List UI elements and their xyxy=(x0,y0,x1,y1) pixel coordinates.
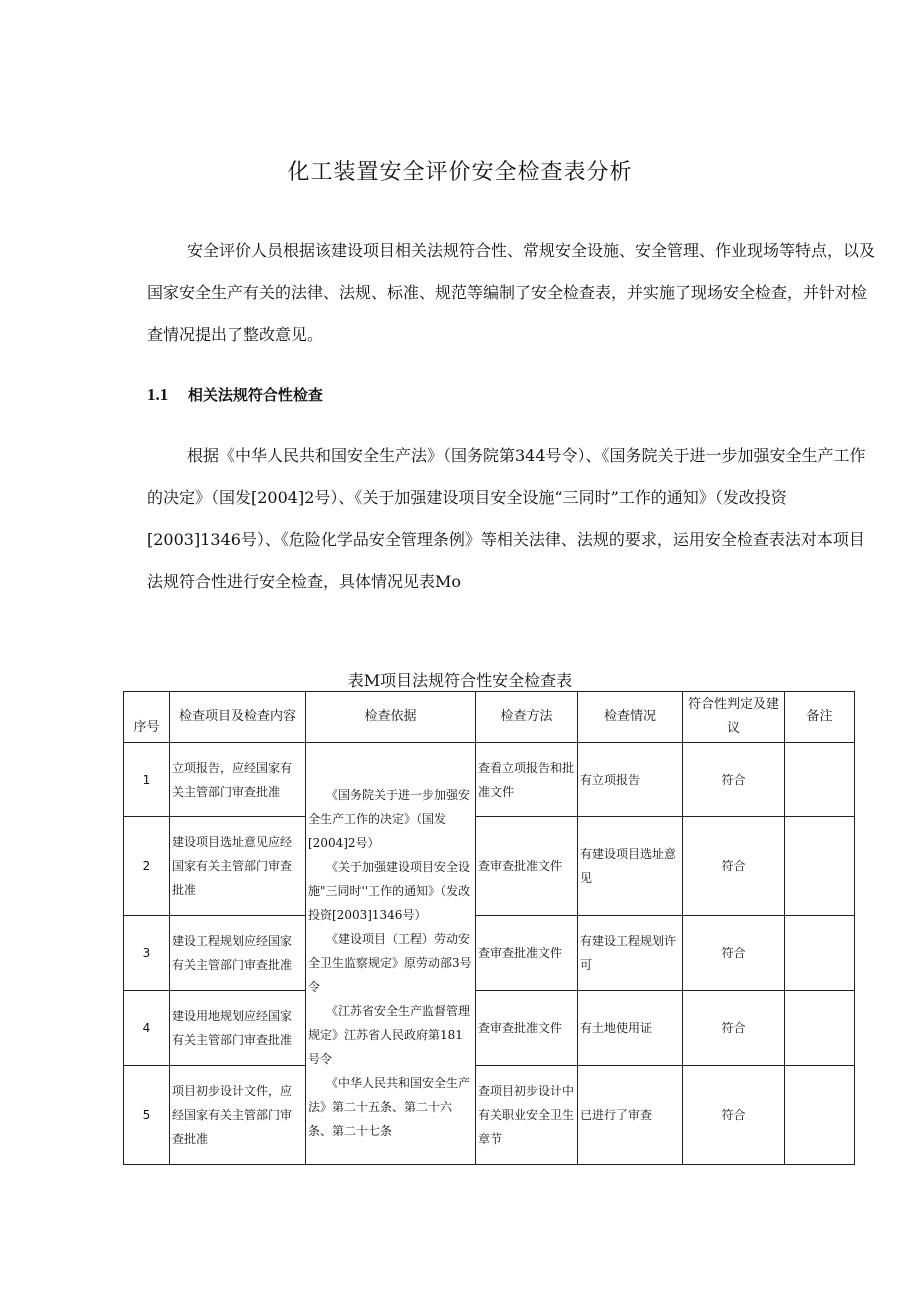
row-item: 建设用地规划应经国家有关主管部门审查批准 xyxy=(170,991,306,1066)
basis-line: 《建设项目（工程）劳动安全卫生监察规定》原劳动部3号令 xyxy=(308,932,472,994)
row-seq: 2 xyxy=(124,817,170,916)
table-caption: 表M项目法规符合性安全检查表 xyxy=(347,671,573,690)
check-table xyxy=(123,691,855,1165)
row-method: 查审查批准文件 xyxy=(476,817,578,916)
row-result: 符合 xyxy=(683,743,785,817)
table-header-row xyxy=(124,692,855,743)
header-seq: 序号 xyxy=(124,692,170,743)
row-item: 建设项目选址意见应经国家有关主管部门审查批准 xyxy=(170,817,306,916)
header-item: 检查项目及检查内容 xyxy=(170,692,306,743)
row-status: 有建设项目选址意见 xyxy=(578,817,683,916)
table-row xyxy=(124,817,855,916)
row-result: 符合 xyxy=(683,991,785,1066)
row-item: 建设工程规划应经国家有关主管部门审查批准 xyxy=(170,916,306,991)
page-title: 化工装置安全评价安全检查表分析 xyxy=(287,160,633,185)
basis-line: 《江苏省安全生产监督管理规定》江苏省人民政府第181号令 xyxy=(308,1004,471,1066)
row-note xyxy=(785,1066,855,1165)
row-note xyxy=(785,743,855,817)
table-row xyxy=(124,991,855,1066)
row-result: 符合 xyxy=(683,1066,785,1165)
row-method: 查看立项报告和批准文件 xyxy=(476,743,578,817)
section-number: 1.1 xyxy=(147,385,169,404)
table-row xyxy=(124,743,855,817)
row-seq: 3 xyxy=(124,916,170,991)
basis-line: 《国务院关于进一步加强安全生产工作的决定》（国发[2004]2号） xyxy=(308,788,471,850)
row-status: 有建设工程规划许可 xyxy=(578,916,683,991)
row-result: 符合 xyxy=(683,817,785,916)
row-note xyxy=(785,991,855,1066)
row-note xyxy=(785,916,855,991)
row-method: 查项目初步设计中有关职业安全卫生章节 xyxy=(476,1066,578,1165)
section-title: 相关法规符合性检查 xyxy=(187,386,323,404)
basis-line: 《中华人民共和国安全生产法》第二十五条、第二十六条、第二十七条 xyxy=(308,1076,471,1138)
row-seq: 4 xyxy=(124,991,170,1066)
header-basis: 检查依据 xyxy=(306,692,476,743)
row-result: 符合 xyxy=(683,916,785,991)
row-status: 有立项报告 xyxy=(578,743,683,817)
table-row xyxy=(124,916,855,991)
row-item: 立项报告，应经国家有关主管部门审查批准 xyxy=(170,743,306,817)
row-seq: 1 xyxy=(124,743,170,817)
row-item: 项目初步设计文件，应经国家有关主管部门审查批准 xyxy=(170,1066,306,1165)
table-row xyxy=(124,1066,855,1165)
row-status: 已进行了审查 xyxy=(578,1066,683,1165)
basis-line: 《关于加强建设项目安全设施"三同时''工作的通知》（发改投资[2003]1346号） xyxy=(308,860,471,922)
row-status: 有土地使用证 xyxy=(578,991,683,1066)
header-note: 备注 xyxy=(785,692,855,743)
header-result: 符合性判定及建议 xyxy=(683,692,785,743)
row-method: 查审查批准文件 xyxy=(476,991,578,1066)
row-method: 查审查批准文件 xyxy=(476,916,578,991)
intro-paragraph: 安全评价人员根据该建设项目相关法规符合性、常规安全设施、安全管理、作业现场等特点，以及国家安全生产有关的法律、法规、标准、规范等编制了安全检查表，并实施了现场安全检查，并针对检查情况提出了整改意见。 xyxy=(147,241,876,344)
section-paragraph: 根据《中华人民共和国安全生产法》（国务院第344号令）、《国务院关于进一步加强安全生产工作的决定》（国发[2004]2号）、《关于加强建设项目安全设施“三同时”工作的通知》（发改投资[2003]1346号）、《危险化学品安全管理条例》等相关法律、法规的要求，运用安全检查表法对本项目法规符合性进行安全检查，具体情况见表Mo xyxy=(147,446,866,591)
row-seq: 5 xyxy=(124,1066,170,1165)
header-method: 检查方法 xyxy=(476,692,578,743)
section-heading xyxy=(147,384,323,405)
header-status: 检查情况 xyxy=(578,692,683,743)
row-note xyxy=(785,817,855,916)
basis-cell xyxy=(306,743,476,1165)
